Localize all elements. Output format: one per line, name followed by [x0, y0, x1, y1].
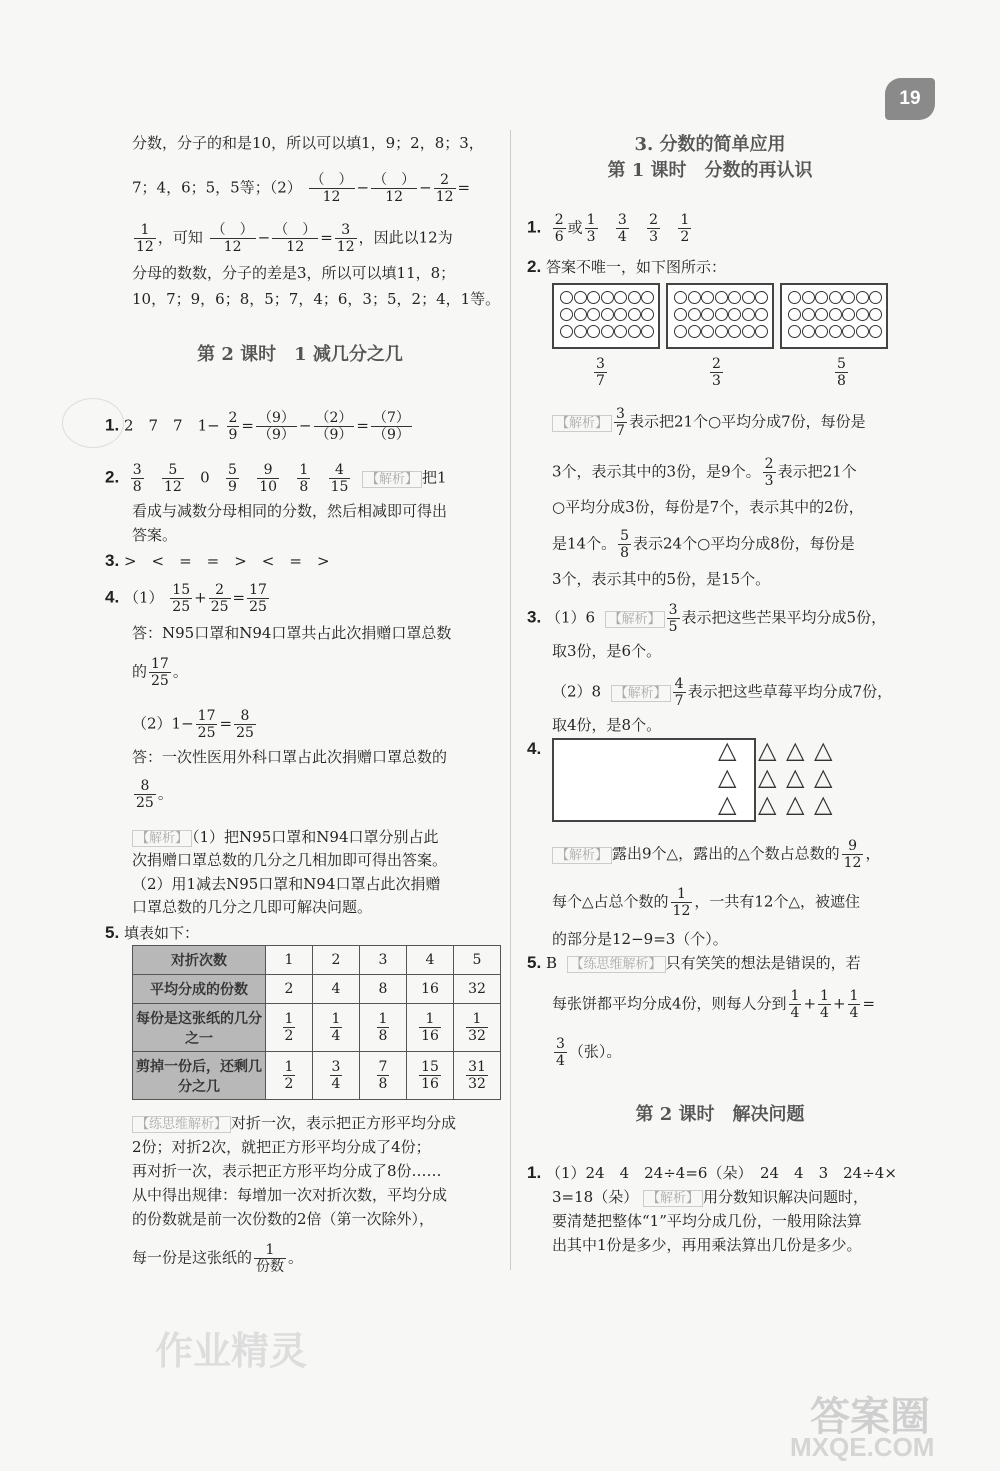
grid-frac-3: $\frac{5}{8}$ — [837, 356, 846, 389]
right-q3-1b: 取3份，是6个。 — [552, 642, 662, 660]
circle — [829, 291, 842, 304]
circle — [587, 308, 600, 321]
table-cell: $\frac{1}{4}$ — [313, 1004, 360, 1052]
watermark-text: 作业精灵 — [155, 1328, 308, 1373]
circle — [755, 308, 768, 321]
left-q4-1: 4. （1） $\frac{15}{25}$ + $\frac{2}{25}$ = $\frac{17}{25}$ — [105, 582, 267, 615]
triangle-icon: △ — [786, 763, 805, 791]
circle — [869, 308, 882, 321]
circle — [842, 308, 855, 321]
right-q4-exp2: 每个△占总个数的 $\frac{1}{12}$ ，一共有12个△，被遮住 — [552, 886, 860, 919]
circle-grid-3 — [780, 283, 888, 349]
section1-title: 第 1 课时 分数的再认识 — [607, 160, 813, 181]
left-q2-l2: 看成与减数分母相同的分数，然后相减即可得出 — [132, 502, 448, 520]
table-row — [133, 1052, 501, 1100]
circle — [688, 291, 701, 304]
table-cell: $\frac{1}{2}$ — [266, 1052, 313, 1100]
circle — [674, 291, 687, 304]
page-number: 19 — [885, 78, 935, 120]
table-row — [133, 1004, 501, 1052]
triangle-icon: △ — [758, 790, 777, 818]
right-q4-exp1: 【解析】 露出9个△，露出的△个数占总数的 $\frac{9}{12}$ ， — [552, 838, 880, 871]
circle — [728, 325, 741, 338]
circle — [628, 325, 641, 338]
circle — [574, 291, 587, 304]
circle — [614, 308, 627, 321]
circle — [842, 291, 855, 304]
right-q3-2: （2）8 【解析】 $\frac{4}{7}$ 表示把这些草莓平均分成7份， — [552, 676, 893, 709]
circle — [560, 291, 573, 304]
table-header-cell: 对折次数 — [133, 946, 266, 975]
triangle-icon: △ — [718, 790, 737, 818]
circle — [742, 291, 755, 304]
right-q5: 5. B 【练思维解析】 只有笑笑的想法是错误的，若 — [527, 953, 861, 972]
circle — [802, 308, 815, 321]
left-q4-exp2: 次捐赠口罩总数的几分之几相加即可得出答案。 — [132, 851, 448, 869]
right-q2-exp1: 【解析】 $\frac{3}{7}$ 表示把21个○平均分成7份，每份是 — [552, 406, 866, 439]
grid-frac-2: $\frac{2}{3}$ — [712, 356, 721, 389]
circle — [701, 308, 714, 321]
left-q4-exp4: 口罩总数的几分之几即可解决问题。 — [132, 898, 373, 916]
circle — [587, 325, 600, 338]
circle — [788, 325, 801, 338]
table-cell: $\frac{1}{32}$ — [454, 1004, 501, 1052]
circle — [628, 291, 641, 304]
circle — [728, 291, 741, 304]
triangle-icon: △ — [814, 736, 833, 764]
right-q4-exp3: 的部分是12−9=3（个）。 — [552, 930, 728, 948]
table-cell: $\frac{31}{32}$ — [454, 1052, 501, 1100]
circle — [829, 325, 842, 338]
table-cell: 32 — [454, 975, 501, 1004]
triangle-icon: △ — [786, 736, 805, 764]
circle — [674, 325, 687, 338]
table-cell: 4 — [407, 946, 454, 975]
table-cell: 2 — [266, 975, 313, 1004]
column-divider — [510, 130, 511, 1270]
triangle-icon: △ — [814, 763, 833, 791]
table-cell: $\frac{1}{8}$ — [360, 1004, 407, 1052]
folding-table — [132, 945, 501, 1100]
left-q5-exp2: 2份；对折2次，就把正方形平均分成了4份； — [132, 1138, 431, 1156]
right-q5-l3: $\frac{3}{4}$ （张）。 — [556, 1036, 622, 1069]
left-q4-ans1: 答：N95口罩和N94口罩共占此次捐赠口罩总数 — [132, 624, 452, 642]
triangle-icon: △ — [758, 736, 777, 764]
triangle-icon: △ — [786, 790, 805, 818]
left-q4-exp1: 【解析】 （1）把N95口罩和N94口罩分别占此 — [132, 826, 438, 850]
watermark-url: MXQE.COM — [790, 1432, 935, 1462]
circle — [601, 308, 614, 321]
circle — [701, 291, 714, 304]
circle — [674, 308, 687, 321]
circle — [802, 325, 815, 338]
circle — [560, 308, 573, 321]
grid-frac-1: $\frac{3}{7}$ — [596, 356, 605, 389]
right-s2-q1-l3: 要清楚把整体“1”平均分成几份，一般用除法算 — [552, 1212, 862, 1230]
circle — [856, 291, 869, 304]
circle — [856, 325, 869, 338]
table-cell: $\frac{7}{8}$ — [360, 1052, 407, 1100]
circle — [688, 325, 701, 338]
right-q2-exp2: 3个，表示其中的3份，是9个。 $\frac{2}{3}$ 表示把21个 — [552, 456, 857, 489]
triangle-icon: △ — [758, 763, 777, 791]
left-q4-ans1b: 的 $\frac{17}{25}$ 。 — [132, 656, 188, 689]
circle — [815, 325, 828, 338]
circle — [641, 308, 654, 321]
table-cell: $\frac{3}{4}$ — [313, 1052, 360, 1100]
right-q2-exp3: ○平均分成3份，每份是7个，表示其中的2份， — [552, 498, 864, 516]
circle — [601, 291, 614, 304]
table-cell: $\frac{15}{16}$ — [407, 1052, 454, 1100]
circle — [715, 291, 728, 304]
cont-line-1: 分数，分子的和是10，所以可以填1，9；2，8；3， — [132, 134, 484, 152]
circle — [715, 325, 728, 338]
table-cell: 4 — [313, 975, 360, 1004]
right-q3-1: 3. （1）6 【解析】 $\frac{3}{5}$ 表示把这些芒果平均分成5份， — [527, 602, 887, 635]
circle — [628, 308, 641, 321]
right-q5-l2: 每张饼都平均分成4份，则每人分到 $\frac{1}{4}$ + $\frac{1}{4}$ + $\frac{1}{4}$ = — [552, 988, 876, 1021]
table-cell: 16 — [407, 975, 454, 1004]
right-q4: 4. — [527, 739, 542, 758]
table-header-cell: 平均分成的份数 — [133, 975, 266, 1004]
right-q3-2b: 取4份，是8个。 — [552, 716, 662, 734]
circle — [802, 291, 815, 304]
circle — [856, 308, 869, 321]
circle — [715, 308, 728, 321]
table-cell: 3 — [360, 946, 407, 975]
left-q5-exp4: 从中得出规律：每增加一次对折次数，平均分成 — [132, 1186, 448, 1204]
table-cell: 2 — [313, 946, 360, 975]
cont-line-3: $\frac{1}{12}$ ，可知 $\frac{( )}{12}$ − $\frac{( )}{12}$ = $\frac{3}{12}$ ，因此以12为 — [136, 222, 453, 255]
left-q1: 1. 2 7 7 1− $\frac{2}{9}$ = $\frac{(9)}{(9)}$ − $\frac{(2)}{(9)}$ = $\frac{(7)}{(9)}$ — [105, 410, 410, 443]
section2-right-title: 第 2 课时 解决问题 — [635, 1104, 805, 1125]
right-q2-exp5: 3个，表示其中的5份，是15个。 — [552, 570, 771, 588]
circle — [755, 291, 768, 304]
table-header-cell: 每份是这张纸的几分之一 — [133, 1004, 266, 1052]
circle — [574, 325, 587, 338]
right-s2-q1-l4: 出其中1份是多少，再用乘法算出几份是多少。 — [552, 1236, 862, 1254]
circle — [842, 325, 855, 338]
circle — [788, 308, 801, 321]
circle — [601, 325, 614, 338]
circle — [641, 325, 654, 338]
circle — [614, 325, 627, 338]
left-q4-ans2: 答：一次性医用外科口罩占此次捐赠口罩总数的 — [132, 748, 448, 766]
circle — [728, 308, 741, 321]
circle-grid-2 — [666, 283, 774, 349]
right-s2-q1-l2: 3=18（朵） 【解析】 用分数知识解决问题时， — [552, 1188, 869, 1206]
circle — [701, 325, 714, 338]
table-cell: $\frac{1}{2}$ — [266, 1004, 313, 1052]
triangle-icon: △ — [718, 763, 737, 791]
circle — [869, 291, 882, 304]
circle — [587, 291, 600, 304]
left-q4-ans2-frac: $\frac{8}{25}$ 。 — [136, 778, 173, 811]
circle — [869, 325, 882, 338]
left-q5-exp6: 每一份是这张纸的 $\frac{1}{\text{份数}}$ 。 — [132, 1242, 304, 1275]
circle-grid-1 — [552, 283, 660, 349]
right-s2-q1-l1: 1. （1）24 4 24÷4=6（朵） 24 4 3 24÷4× — [527, 1163, 897, 1182]
table-cell: 1 — [266, 946, 313, 975]
table-cell: $\frac{1}{16}$ — [407, 1004, 454, 1052]
table-row — [133, 946, 501, 975]
circle — [829, 308, 842, 321]
left-q2-l3: 答案。 — [132, 526, 178, 544]
circle — [815, 291, 828, 304]
right-q2-exp4: 是14个。 $\frac{5}{8}$ 表示24个○平均分成8份，每份是 — [552, 528, 855, 561]
circle — [742, 308, 755, 321]
cont-line-4: 分母的数数，分子的差是3，所以可以填11，8； — [132, 264, 456, 282]
right-q2: 2. 答案不唯一，如下图所示： — [527, 257, 726, 276]
cont-line-2: 7；4，6；5，5等；（2） $\frac{( )}{12}$ − $\frac{( )}{12}$ − $\frac{2}{12}$ = — [132, 172, 471, 205]
left-q5-exp3: 再对折一次，表示把正方形平均分成了8份…… — [132, 1162, 442, 1180]
circle — [788, 291, 801, 304]
left-q4-exp3: （2）用1减去N95口罩和N94口罩占此次捐赠 — [132, 875, 441, 893]
left-q5-exp1: 【练思维解析】 对折一次，表示把正方形平均分成 — [132, 1112, 456, 1136]
table-header-cell: 剪掉一份后，还剩几分之几 — [133, 1052, 266, 1100]
circle — [560, 325, 573, 338]
left-q2: 2. $\frac{3}{8}$ $\frac{5}{12}$ 0 $\frac{5}{9}$ $\frac{9}{10}$ $\frac{1}{8}$ $\frac{4}{15}$ 【解析】 把1 — [105, 462, 447, 495]
circle — [742, 325, 755, 338]
right-q1: 1. $\frac{2}{6}$ 或 $\frac{1}{3}$ $\frac{3}{4}$ $\frac{2}{3}$ $\frac{1}{2}$ — [527, 212, 690, 245]
left-q5: 5. 填表如下： — [105, 923, 199, 942]
watermark-logo: 答案圈 — [810, 1393, 930, 1440]
circle — [755, 325, 768, 338]
left-q5-exp5: 的份数就是前一次份数的2倍（第一次除外）， — [132, 1210, 435, 1228]
table-cell: 8 — [360, 975, 407, 1004]
circle — [614, 291, 627, 304]
triangle-icon: △ — [814, 790, 833, 818]
circle — [688, 308, 701, 321]
circle — [574, 308, 587, 321]
circle — [815, 308, 828, 321]
section2-title: 第 2 课时 1 减几分之几 — [197, 344, 403, 365]
chapter-title: 3. 分数的简单应用 — [634, 134, 786, 155]
left-q4-2: （2）1− $\frac{17}{25}$ = $\frac{8}{25}$ — [132, 708, 254, 741]
left-q3: 3. > < = = > < = > — [105, 551, 330, 570]
table-cell: 5 — [454, 946, 501, 975]
cont-line-5: 10，7；9，6；8，5；7，4；6，3；5，2；4，1等。 — [132, 290, 501, 308]
triangle-icon: △ — [718, 736, 737, 764]
table-row — [133, 975, 501, 1004]
circle — [641, 291, 654, 304]
